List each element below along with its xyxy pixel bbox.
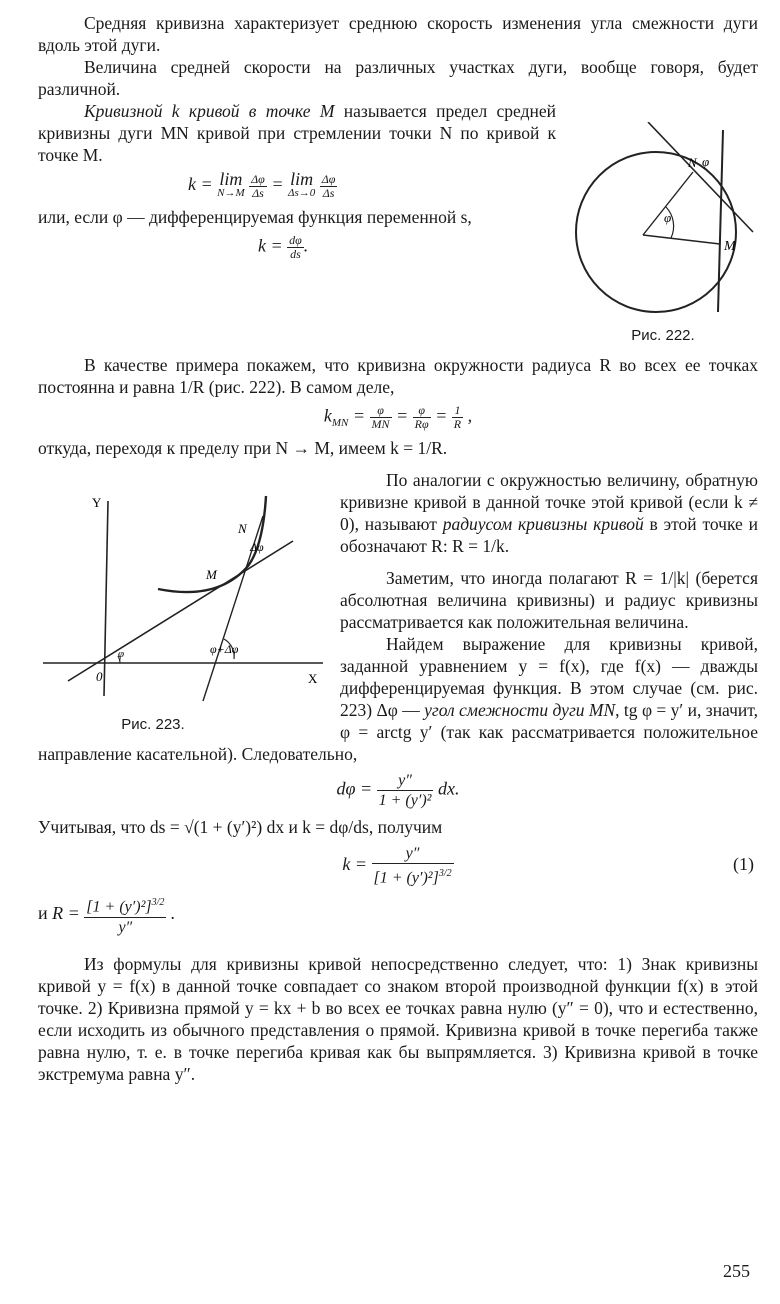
formula-1: k = $\frac{y''}{[1 + (y')^2]^{3/2}}$ (1) (342, 845, 754, 887)
paragraph-5: В качестве примера покажем, что кривизна окружности радиуса R во всех ее точках постоянна и равна 1/R (рис. 222). В самом деле, (38, 355, 758, 397)
paragraph-7-b: в этой точке и обозначают R: R = 1/k. (340, 514, 758, 556)
paragraph-4: или, если φ — дифференцируемая функция переменной s, (38, 207, 472, 227)
paragraph-8: Заметим, что иногда полагают R = 1/|k| (берется абсолютная величина кривизны) и радиус кривизны рассматривается как положительная величина. (340, 568, 758, 632)
paragraph-9-a: Найдем выражение для кривизны кривой, заданной уравнением y = f(x), где f(x) — дважды дифференцируемая функция. В этом случае (см. рис. 223) Δφ — (340, 634, 758, 720)
figure-222 (568, 122, 758, 344)
fig223-phi-label: φ (118, 648, 125, 660)
formula-circle: $k_{MN}$ = $\frac{\varphi}{MN}$ = $\frac{\varphi}{R\varphi}$ = $\frac{1}{R}$ , (323, 403, 473, 431)
fig222-phi2-label: φ (702, 154, 710, 169)
fig223-origin-label: 0 (96, 669, 103, 684)
paragraph-9-b: , tg φ = y′ и, значит, φ = arctg y′ (так как рассматривается положительное направление касательной). Следовательно, (38, 700, 759, 764)
paragraph-11: Из формулы для кривизны кривой непосредственно следует, что: 1) Знак кривизны кривой y = f(x) в данной точке совпадает со знаком второй производной функции f(x) в этой точке. 2) Кривизна прямой y = kx + b во всех ее точках равна нулю (y″ = 0), что и естественно, если исходить из обычного представления о прямой. Кривизна кривой в точке перегиба также равна нулю, т. е. в точке перегиба кривая как бы выпрямляется. 3) Кривизна кривой в точке экстремума равна y″. (38, 953, 758, 1084)
paragraph-7-a: По аналогии с окружностью величину, обратную кривизне кривой в данной точке этой кривой (если k ≠ 0), называют (340, 470, 758, 534)
formula-dphi: dφ = $\frac{y''}{\text{1 + (y′)²}}$ dx. (336, 772, 460, 809)
fig223-y-label: Y (92, 495, 102, 510)
figure-222-drawing (568, 122, 758, 322)
fig222-phi-label: φ (664, 210, 672, 225)
page-number: 255 (723, 1261, 750, 1281)
formula-1-tag: (1) (733, 854, 754, 874)
formula-limit: k = lim N→M $\frac{\Delta\varphi}{\Delta s}$ = lim Δs→0 $\frac{\Delta\varphi}{\Delta s}$ (188, 169, 336, 200)
fig223-phidphi-label: φ+Δφ (210, 642, 239, 656)
fig223-x-label: X (308, 671, 318, 686)
fig223-dphi-label: Δφ (250, 540, 264, 554)
paragraph-2: Величина средней скорости на различных участках дуги, вообще говоря, будет различной. (38, 57, 758, 99)
formula-radius: и R = $\frac{[1 + (y')^2]^{3/2}}{y''}$ . (38, 893, 758, 936)
figure-222-caption: Рис. 222. (631, 327, 695, 344)
fig222-n-label: N (688, 155, 697, 170)
lim-sub-2: Δs→0 (287, 187, 316, 199)
paragraph-1: Средняя кривизна характеризует среднюю скорость изменения угла смежности дуги вдоль этой дуги. (38, 13, 758, 55)
page-body (38, 12, 758, 1085)
radius-of-curvature-term: радиусом кривизны кривой (442, 514, 644, 534)
curvature-definition: Кривизной k кривой в точке M (84, 101, 335, 121)
fig223-m-label: M (206, 567, 217, 582)
fig222-m-label: M (724, 239, 736, 254)
paragraph-10: Учитывая, что ds = √(1 + (y′)²) dx и k = dφ/ds, получим (38, 817, 443, 837)
figure-223 (38, 491, 328, 733)
fig223-n-label: N (238, 521, 247, 536)
paragraph-3-rest: называется предел средней кривизны дуги MN кривой при стремлении точки N по кривой к точке M. (38, 101, 556, 165)
formula-derivative: k = $\frac{d\varphi}{ds}$ . (258, 233, 309, 261)
figure-223-drawing (38, 491, 328, 711)
paragraph-6: откуда, переходя к пределу при N → M, имеем k = 1/R. (38, 438, 448, 458)
lim-sub-1: N→M (217, 187, 245, 199)
figure-223-caption: Рис. 223. (121, 716, 185, 733)
angle-term: угол смежности дуги MN (424, 700, 616, 720)
